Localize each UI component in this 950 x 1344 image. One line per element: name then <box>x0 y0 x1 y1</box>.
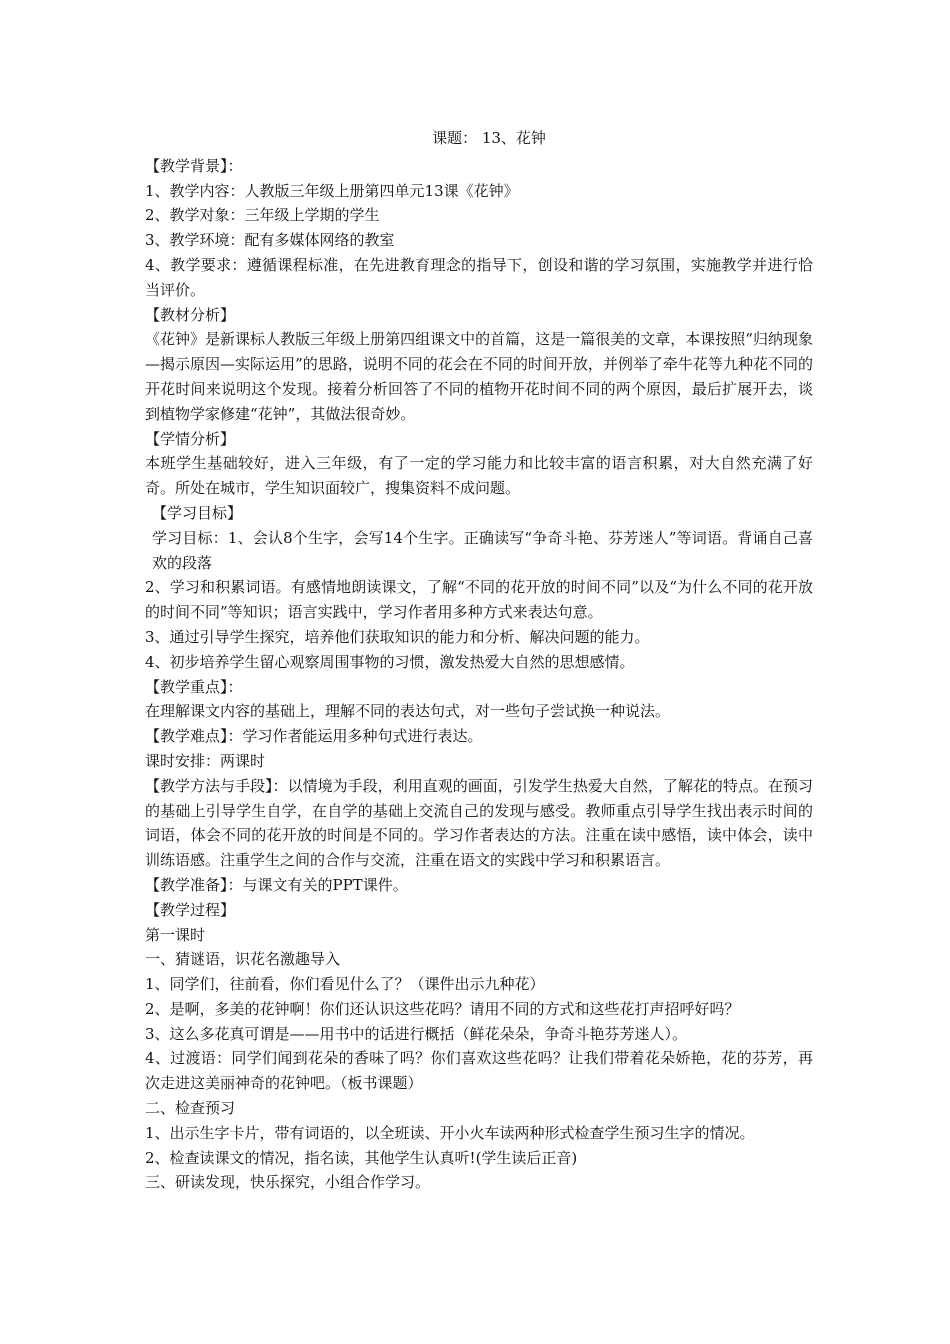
paragraph: 1、教学内容：人教版三年级上册第四单元13课《花钟》 <box>145 181 519 200</box>
heading-key-points: 【教学重点】： <box>145 677 243 696</box>
paragraph: 第一课时 <box>145 925 206 944</box>
paragraph: 【教学方法与手段】：以情境为手段，利用直观的画面，引发学生热爱大自然，了解花的特点。在预习的基础上引导学生自学，在自学的基础上交流自己的发现与感受。教师重点引导学生找出表示时间的词语，体会不同的花开放的时间是不同的。学习作者表达的方法。注重在读中感悟，读中体会，读中训练语感。注重学生之间的合作与交流，注重在语文的实践中学习和积累语言。 <box>145 776 813 870</box>
heading-teaching-process: 【教学过程】 <box>145 900 236 919</box>
heading-student-analysis: 【学情分析】 <box>145 429 236 448</box>
heading-learning-goals: 【学习目标】 <box>152 503 243 522</box>
paragraph: 三、研读发现，快乐探究，小组合作学习。 <box>145 1173 431 1192</box>
paragraph: 4、初步培养学生留心观察周围事物的习惯，激发热爱大自然的思想感情。 <box>145 652 635 671</box>
paragraph: 二、检查预习 <box>145 1099 236 1118</box>
paragraph: 课时安排：两课时 <box>145 751 266 770</box>
heading-material-analysis: 【教材分析】 <box>145 305 236 324</box>
paragraph: 《花钟》是新课标人教版三年级上册第四组课文中的首篇，这是一篇很美的文章，本课按照“归纳现象—揭示原因—实际运用”的思路，说明不同的花会在不同的时间开放，并例举了牵牛花等九种花不同的开花时间来说明这个发现。接着分析回答了不同的植物开花时间不同的两个原因，最后扩展开去，谈到植物学家修建“花钟”，其做法很奇妙。 <box>145 330 813 423</box>
heading-preparation: 【教学准备】：与课文有关的PPT课件。 <box>145 875 408 894</box>
paragraph: 3、通过引导学生探究，培养他们获取知识的能力和分析、解决问题的能力。 <box>145 627 650 646</box>
paragraph: 2、教学对象：三年级上学期的学生 <box>145 206 380 225</box>
heading-teaching-background: 【教学背景】： <box>145 156 243 175</box>
paragraph: 本班学生基础较好，进入三年级，有了一定的学习能力和比较丰富的语言积累，对大自然充满了好奇。所处在城市，学生知识面较广，搜集资料不成问题。 <box>145 454 813 498</box>
paragraph: 3、这么多花真可谓是——用书中的话进行概括（鲜花朵朵，争奇斗艳芬芳迷人）。 <box>145 1024 688 1043</box>
paragraph: 2、是啊，多美的花钟啊！你们还认识这些花吗？请用不同的方式和这些花打声招呼好吗？ <box>145 999 740 1018</box>
page-title: 课题： 13、花钟 <box>432 129 546 147</box>
paragraph: 一、猜谜语，识花名激趣导入 <box>145 950 341 969</box>
paragraph: 1、出示生字卡片，带有词语的，以全班读、开小火车读两种形式检查学生预习生字的情况。 <box>145 1123 755 1142</box>
paragraph: 1、同学们，往前看，你们看见什么了？（课件出示九种花） <box>145 975 545 994</box>
paragraph: 4、教学要求：遵循课程标准，在先进教育理念的指导下，创设和谐的学习氛围，实施教学并进行恰当评价。 <box>145 255 813 299</box>
paragraph: 2、检查读课文的情况，指名读，其他学生认真听!(学生读后正音) <box>145 1148 578 1167</box>
paragraph: 2、学习和积累词语。有感情地朗读课文，了解“不同的花开放的时间不同”以及“为什么不同的花开放的时间不同”等知识；语言实践中，学习作者用多种方式来表达句意。 <box>145 578 813 622</box>
heading-difficulties: 【教学难点】：学习作者能运用多种句式进行表达。 <box>145 727 483 746</box>
document-page <box>145 126 813 1195</box>
paragraph: 3、教学环境：配有多媒体网络的教室 <box>145 231 395 250</box>
paragraph: 4、过渡语：同学们闻到花朵的香味了吗？你们喜欢这些花吗？让我们带着花朵娇艳，花的芬芳，再次走进这美丽神奇的花钟吧。（板书课题） <box>145 1049 813 1093</box>
paragraph: 在理解课文内容的基础上，理解不同的表达句式，对一些句子尝试换一种说法。 <box>145 702 671 721</box>
paragraph: 学习目标：1、会认8个生字，会写14个生字。正确读写“争奇斗艳、芬芳迷人”等词语。背诵自己喜欢的段落 <box>152 528 813 572</box>
